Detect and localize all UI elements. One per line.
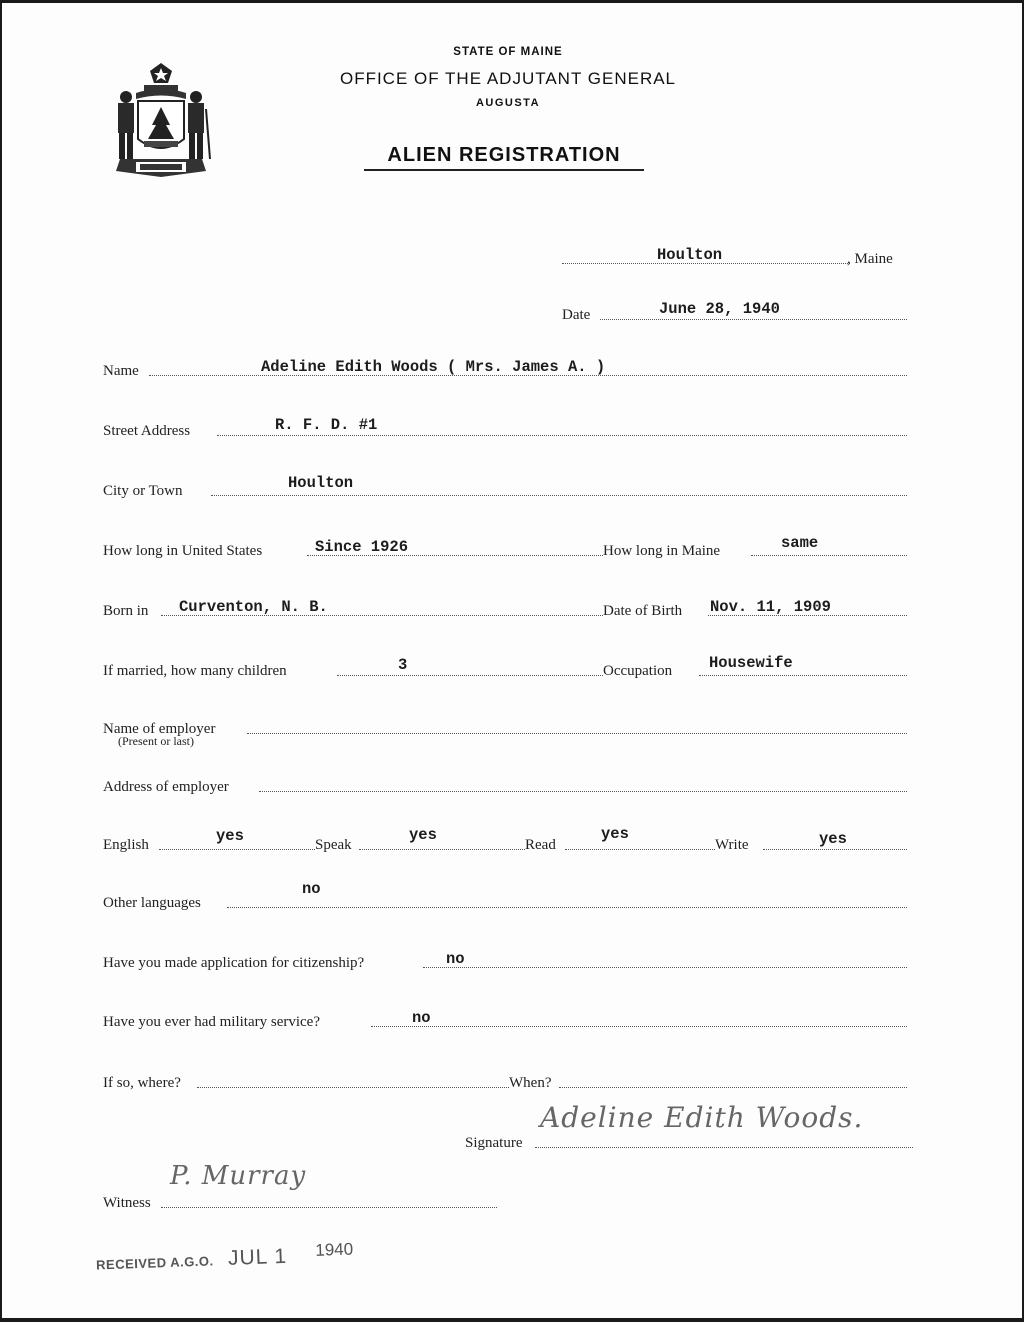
children-label: If married, how many children <box>103 663 287 679</box>
write-label: Write <box>715 837 749 853</box>
street-address-dots <box>217 435 907 436</box>
street-address-line <box>103 415 907 439</box>
when-label: When? <box>509 1075 552 1091</box>
date-of-birth-label: Date of Birth <box>603 603 683 619</box>
how-long-maine-value[interactable]: same <box>781 533 819 552</box>
where-dots <box>197 1087 509 1088</box>
where-when-line <box>103 1067 907 1091</box>
english-dots <box>159 849 315 850</box>
received-stamp-date: JUL 1 <box>227 1244 288 1270</box>
employer-address-label: Address of employer <box>103 779 229 795</box>
read-dots <box>565 849 715 850</box>
occupation-value[interactable]: Housewife <box>709 653 793 672</box>
other-languages-line <box>103 879 907 911</box>
city-line <box>103 475 907 499</box>
received-stamp-year: 1940 <box>314 1239 354 1260</box>
born-in-value[interactable]: Curventon, N. B. <box>179 597 328 616</box>
write-dots <box>763 849 907 850</box>
military-line <box>103 1006 907 1030</box>
speak-dots <box>359 849 525 850</box>
name-line <box>103 355 907 379</box>
form-title: ALIEN REGISTRATION <box>364 144 644 171</box>
citizenship-label: Have you made application for citizenship? <box>103 955 365 971</box>
read-value[interactable]: yes <box>601 824 629 843</box>
write-value[interactable]: yes <box>819 829 847 848</box>
city-dots <box>211 495 907 496</box>
occupation-dots <box>699 675 907 676</box>
street-address-value[interactable]: R. F. D. #1 <box>275 415 378 434</box>
children-value[interactable]: 3 <box>398 655 408 674</box>
employer-address-dots <box>259 791 907 792</box>
employer-address-line <box>103 771 907 795</box>
name-value[interactable]: Adeline Edith Woods ( Mrs. James A. ) <box>261 357 606 376</box>
place-town-value[interactable]: Houlton <box>657 245 723 264</box>
children-dots <box>337 675 603 676</box>
place-line <box>562 243 907 267</box>
employer-name-label: Name of employer <box>103 721 216 737</box>
citizenship-dots <box>423 967 907 968</box>
city-heading: AUGUSTA <box>475 97 541 109</box>
city-value[interactable]: Houlton <box>288 473 354 492</box>
witness-dots <box>161 1207 497 1208</box>
speak-label: Speak <box>315 837 352 853</box>
name-label: Name <box>103 363 139 379</box>
other-languages-value[interactable]: no <box>302 879 321 898</box>
employer-name-line <box>103 713 907 737</box>
english-value[interactable]: yes <box>216 826 244 845</box>
street-address-label: Street Address <box>103 423 191 439</box>
how-long-us-label: How long in United States <box>103 543 263 559</box>
other-languages-dots <box>227 907 907 908</box>
military-value[interactable]: no <box>412 1008 431 1027</box>
signature-value[interactable]: Adeline Edith Woods. <box>540 1101 864 1134</box>
speak-value[interactable]: yes <box>409 825 437 844</box>
date-line <box>562 299 907 323</box>
witness-label: Witness <box>103 1195 151 1211</box>
registration-form-page <box>2 3 1022 1318</box>
signature-dots <box>535 1147 913 1148</box>
born-in-label: Born in <box>103 603 149 619</box>
date-of-birth-value[interactable]: Nov. 11, 1909 <box>710 597 831 616</box>
office-heading: OFFICE OF THE ADJUTANT GENERAL <box>339 69 677 88</box>
employer-name-dots <box>247 733 907 734</box>
citizenship-line <box>103 947 907 971</box>
english-label: English <box>103 837 149 853</box>
witness-signature-value[interactable]: P. Murray <box>170 1161 307 1191</box>
occupation-label: Occupation <box>603 663 673 679</box>
signature-label: Signature <box>465 1135 523 1151</box>
received-stamp <box>95 1239 354 1276</box>
state-heading: STATE OF MAINE <box>453 46 563 58</box>
military-dots <box>371 1026 907 1027</box>
how-long-maine-dots <box>751 555 907 556</box>
date-value[interactable]: June 28, 1940 <box>659 299 780 318</box>
how-long-maine-label: How long in Maine <box>603 543 721 559</box>
english-line <box>103 824 907 853</box>
citizenship-value[interactable]: no <box>446 949 465 968</box>
place-state-label: , Maine <box>847 251 893 267</box>
military-label: Have you ever had military service? <box>103 1014 320 1030</box>
when-dots <box>559 1087 907 1088</box>
date-label: Date <box>562 307 591 323</box>
employer-name-sublabel: (Present or last) <box>118 734 194 748</box>
where-label: If so, where? <box>103 1075 181 1091</box>
date-dots <box>600 319 907 320</box>
birth-line <box>103 595 907 619</box>
how-long-us-value[interactable]: Since 1926 <box>315 537 409 556</box>
city-label: City or Town <box>103 483 183 499</box>
children-line <box>103 655 907 679</box>
other-languages-label: Other languages <box>103 895 201 911</box>
how-long-line <box>103 535 907 559</box>
received-stamp-text: RECEIVED A.G.O. <box>95 1253 214 1273</box>
read-label: Read <box>525 837 556 853</box>
